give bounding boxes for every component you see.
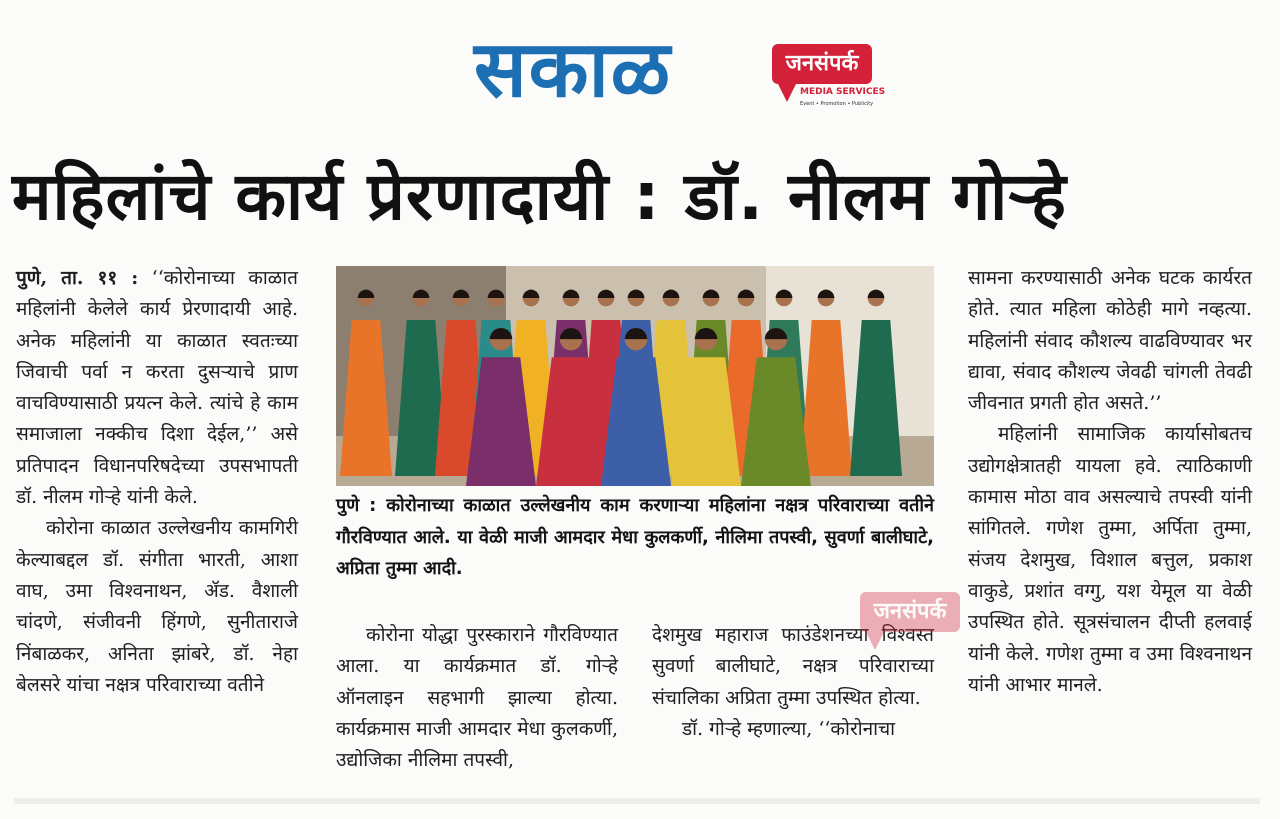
caption-text: कोरोनाच्या काळात उल्लेखनीय काम करणाऱ्या महिलांना नक्षत्र परिवाराच्या वतीने गौरविण्यात आले. या वेळी माजी आमदार मेधा कुलकर्णी, नीलिमा तपस्वी, सुवर्णा बालीघाटे, अप्रिता तुम्मा आदी. [336,495,934,579]
article-column-4 [968,263,1252,701]
photo-caption [336,490,934,585]
watermark-graphic [858,590,962,660]
watermark-name: जनसंपर्क [873,599,947,624]
article-column-1 [16,263,298,701]
column-4-paragraph-1: सामना करण्यासाठी अनेक घटक कार्यरत होते. त्यात महिला कोठेही मागे नव्हत्या. महिलांनी संवाद कौशल्य वाढविण्यावर भर द्यावा, संवाद कौशल्य जेवढी चांगली तेवढी जीवनात प्रगती होत असते.’’ [968,267,1252,415]
article-headline: महिलांचे कार्य प्रेरणादायी : डॉ. नीलम गोऱ्हे [12,158,1067,235]
newspaper-masthead [423,20,723,120]
jansampark-logo-graphic [770,42,886,114]
paragraph-2: कोरोना काळात उल्लेखनीय कामगिरी केल्याबद्दल डॉ. संगीता भारती, आशा वाघ, उमा विश्वनाथन, ॲड. वैशाली चांदणे, संजीवनी हिंगणे, सुनीताराजे निंबाळकर, अनिता झांबरे, डॉ. नेहा बेलसरे यांचा नक्षत्र परिवाराच्या वतीने [16,517,298,696]
jansampark-logo [770,42,886,114]
caption-city: पुणे : [336,495,377,516]
masthead-title: सकाळ [473,25,673,115]
logo-pointer [778,84,796,102]
column-2-paragraph: कोरोना योद्धा पुरस्काराने गौरविण्यात आला. या कार्यक्रमात डॉ. गोऱ्हे ऑनलाइन सहभागी झाल्या होत्या. कार्यक्रमास माजी आमदार मेधा कुलकर्णी, उद्योजिका नीलिमा तपस्वी, [336,624,619,772]
column-4-paragraph-2: महिलांनी सामाजिक कार्यासोबतच उद्योगक्षेत्रातही यायला हवे. त्याठिकाणी कामास मोठा वाव असल्याचे तपस्वी यांनी सांगितले. गणेश तुम्मा, अर्पिता तुम्मा, संजय देशमुख, विशाल बत्तुल, प्रकाश वाकुडे, प्रशांत वग्गु, यश येमूल या वेळी उपस्थित होते. सूत्रसंचालन दीप्ती हलवाई यांनी केले. गणेश तुम्मा व उमा विश्वनाथन यांनी आभार मानले. [968,423,1252,696]
dateline: पुणे, ता. ११ : [16,267,139,289]
column-3-paragraph-1: देशमुख महाराज फाउंडेशनच्या विश्वस्त सुवर्णा बालीघाटे, नक्षत्र परिवाराच्या संचालिका अप्रिता तुम्मा उपस्थित होत्या. [652,624,934,709]
paragraph-1 [16,263,298,513]
bottom-divider [14,798,1260,804]
group-photo [336,266,934,486]
jansampark-watermark [858,590,962,660]
logo-name: जनसंपर्क [785,51,859,76]
logo-subtagline: Event • Promotion • Publicity [800,101,874,107]
paragraph-1-text: ‘‘कोरोनाच्या काळात महिलांनी केलेले कार्य प्रेरणादायी आहे. अनेक महिलांनी या काळात स्वतःच्या जिवाची पर्वा न करता दुसऱ्याचे प्राण वाचविण्यासाठी प्रयत्न केले. त्यांचे हे काम समाजाला नक्कीच दिशा देईल,’’ असे प्रतिपादन विधानपरिषदेच्या उपसभापती डॉ. नीलम गोऱ्हे यांनी केले. [16,267,298,509]
group-photo-illustration [336,266,934,486]
logo-tagline: MEDIA SERVICES [800,87,886,97]
column-3-paragraph-2: डॉ. गोऱ्हे म्हणाल्या, ‘‘कोरोनाचा [682,717,896,740]
article-column-2 [336,620,618,776]
watermark-pointer [866,632,884,650]
